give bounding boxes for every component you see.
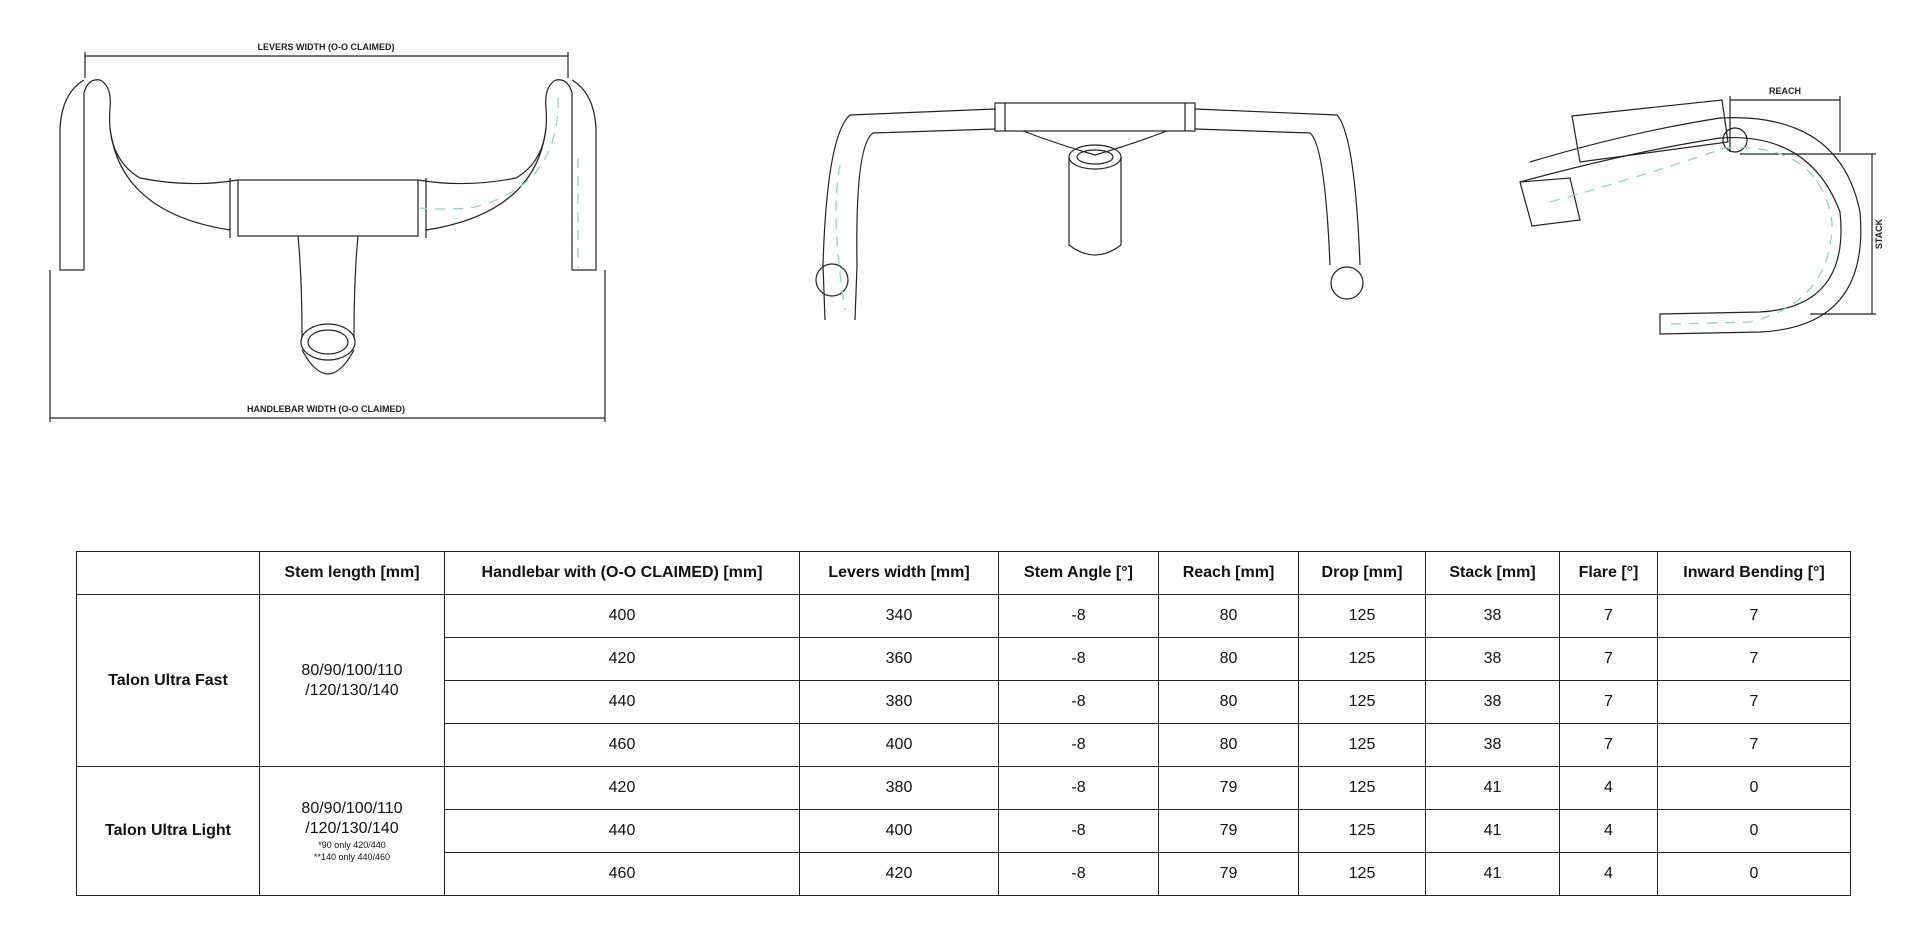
table-cell: 80 [1159,724,1299,767]
front-view-drawing [40,38,620,428]
stem-length-cell [260,595,445,767]
table-cell: 400 [800,724,999,767]
table-cell: 360 [800,638,999,681]
top-view-drawing [805,95,1385,335]
header-cell-reach: Reach [mm] [1159,552,1299,595]
table-cell: 41 [1426,853,1560,896]
table-cell: 380 [800,681,999,724]
stem-note-1: *90 only 420/440 [318,840,386,850]
table-cell: 460 [445,853,800,896]
table-cell: 440 [445,810,800,853]
stack-label: STACK [1874,218,1884,250]
table-cell: 7 [1560,681,1658,724]
table-cell: -8 [999,595,1159,638]
table-cell: 79 [1159,853,1299,896]
table-cell: 125 [1299,681,1426,724]
table-cell: -8 [999,767,1159,810]
table-cell: 125 [1299,853,1426,896]
table-header-row [77,552,1851,595]
table-cell: 125 [1299,724,1426,767]
table-cell: 7 [1560,724,1658,767]
table-cell: 440 [445,681,800,724]
table-cell: 460 [445,724,800,767]
header-cell-stem-angle: Stem Angle [°] [999,552,1159,595]
table-cell: 4 [1560,810,1658,853]
front-view-svg [40,38,620,428]
stem-note-2: **140 only 440/460 [313,852,391,862]
side-view-drawing [1510,82,1890,342]
header-cell-levers-width: Levers width [mm] [800,552,999,595]
header-cell-handlebar-width: Handlebar with (O-O CLAIMED) [mm] [445,552,800,595]
stem-length-line2: /120/130/140 [305,681,399,699]
handlebar-width-label: HANDLEBAR WIDTH (O-O CLAIMED) [247,404,405,414]
table-cell: 7 [1560,595,1658,638]
geometry-table [76,551,1851,896]
table-cell: 7 [1658,638,1851,681]
table-cell: 38 [1426,681,1560,724]
table-cell: -8 [999,681,1159,724]
table-row [77,767,1851,810]
header-cell-model [77,552,260,595]
table-cell: 79 [1159,810,1299,853]
table-cell: 420 [445,767,800,810]
side-view-svg [1510,82,1890,342]
table-cell: -8 [999,853,1159,896]
table-cell: 79 [1159,767,1299,810]
stem-length-line1: 80/90/100/110 [301,661,403,679]
table-cell: 80 [1159,595,1299,638]
table-cell: 125 [1299,810,1426,853]
table-cell: 125 [1299,767,1426,810]
model-name-cell: Talon Ultra Light [77,767,260,896]
table-cell: 38 [1426,595,1560,638]
table-cell: 420 [445,638,800,681]
table-cell: 0 [1658,810,1851,853]
table-cell: -8 [999,724,1159,767]
table-cell: 4 [1560,853,1658,896]
header-cell-flare: Flare [°] [1560,552,1658,595]
table-cell: 400 [445,595,800,638]
table-cell: -8 [999,638,1159,681]
table-cell: 0 [1658,767,1851,810]
table-cell: 420 [800,853,999,896]
table-row [77,595,1851,638]
table-cell: 38 [1426,638,1560,681]
top-view-svg [805,95,1385,335]
header-cell-stack: Stack [mm] [1426,552,1560,595]
stem-length-cell [260,767,445,896]
table-cell: 41 [1426,810,1560,853]
table-cell: 125 [1299,595,1426,638]
table-cell: 38 [1426,724,1560,767]
table-cell: 4 [1560,767,1658,810]
table-cell: 80 [1159,638,1299,681]
stem-length-line2: /120/130/140 [305,820,399,837]
header-cell-inward-bending: Inward Bending [°] [1658,552,1851,595]
table-cell: 0 [1658,853,1851,896]
reach-label: REACH [1768,86,1802,96]
table-cell: 7 [1560,638,1658,681]
header-cell-stem-length: Stem length [mm] [260,552,445,595]
stem-length-line1: 80/90/100/110 [301,800,403,817]
table-cell: 7 [1658,724,1851,767]
table-cell: 380 [800,767,999,810]
table-cell: 340 [800,595,999,638]
table-cell: 125 [1299,638,1426,681]
table-cell: 80 [1159,681,1299,724]
table-cell: -8 [999,810,1159,853]
model-name-cell: Talon Ultra Fast [77,595,260,767]
header-cell-drop: Drop [mm] [1299,552,1426,595]
table-cell: 7 [1658,681,1851,724]
table-cell: 7 [1658,595,1851,638]
levers-width-label: LEVERS WIDTH (O-O CLAIMED) [257,42,395,52]
table-cell: 41 [1426,767,1560,810]
table-cell: 400 [800,810,999,853]
